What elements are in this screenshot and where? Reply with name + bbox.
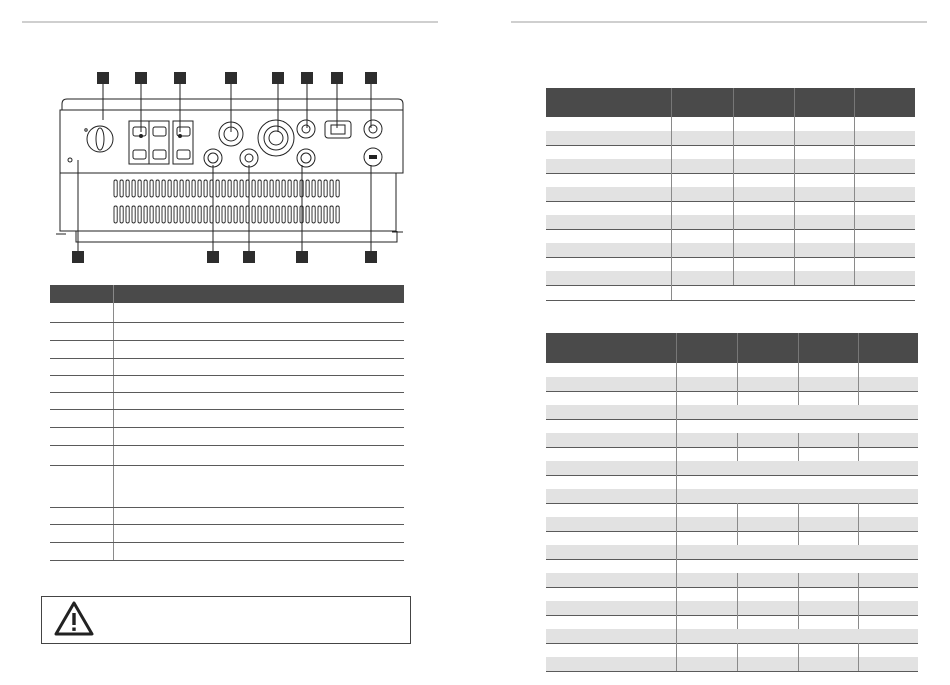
table-row: [546, 545, 918, 560]
cell-divider: [676, 531, 677, 545]
cell-divider: [733, 187, 734, 201]
table-row: [50, 375, 404, 393]
table-row: [50, 303, 404, 323]
cell-divider: [798, 517, 799, 531]
cell-divider: [737, 447, 738, 461]
cell-divider: [798, 377, 799, 391]
cell-divider: [671, 117, 672, 131]
cell-divider: [794, 173, 795, 187]
cell-divider: [737, 433, 738, 447]
cell-divider: [854, 187, 855, 201]
cell-divider: [794, 201, 795, 215]
cell-divider: [676, 405, 677, 419]
cell-divider: [858, 363, 859, 377]
cell-divider: [676, 643, 677, 657]
cell-divider: [671, 173, 672, 187]
cell-divider: [854, 243, 855, 257]
table-row: [546, 117, 915, 132]
table-row: [546, 433, 918, 448]
callout-marker: [174, 72, 186, 84]
cell-divider: [676, 391, 677, 405]
header-column-divider: [798, 333, 799, 363]
header-column-divider: [858, 333, 859, 363]
table-row: [546, 475, 918, 490]
table-row: [546, 145, 915, 160]
cell-divider: [671, 243, 672, 257]
cell-divider: [671, 229, 672, 243]
cell-divider: [733, 229, 734, 243]
cell-divider: [858, 573, 859, 587]
cell-divider: [794, 131, 795, 145]
table-row: [50, 524, 404, 543]
table-row: [546, 285, 915, 301]
table-row: [546, 419, 918, 434]
cell-divider: [671, 257, 672, 271]
callout-marker: [97, 72, 109, 84]
cell-divider: [733, 117, 734, 131]
cell-divider: [737, 643, 738, 657]
callout-marker: [243, 251, 255, 263]
cell-divider: [858, 615, 859, 629]
parts-table-header: [50, 285, 404, 303]
cell-divider: [671, 201, 672, 215]
table-row: [50, 427, 404, 446]
table-row: [546, 131, 915, 146]
cell-divider: [858, 503, 859, 517]
table-row: [546, 517, 918, 532]
cell-divider: [733, 173, 734, 187]
cell-divider: [671, 285, 672, 300]
cell-divider: [794, 243, 795, 257]
cell-divider: [798, 433, 799, 447]
table-row: [50, 358, 404, 376]
cell-divider: [794, 271, 795, 285]
cell-divider: [676, 657, 677, 671]
cell-divider: [854, 173, 855, 187]
spec-table-2-header: [546, 333, 918, 363]
cell-divider: [676, 489, 677, 503]
header-column-divider: [676, 333, 677, 363]
cell-divider: [676, 629, 677, 643]
cell-divider: [671, 145, 672, 159]
cell-divider: [737, 391, 738, 405]
cell-divider: [671, 187, 672, 201]
header-column-divider: [671, 88, 672, 117]
cell-divider: [737, 531, 738, 545]
cell-divider: [737, 615, 738, 629]
table-row: [546, 559, 918, 574]
table-row: [546, 601, 918, 616]
right-page-top-rule: [511, 21, 927, 23]
cell-divider: [733, 271, 734, 285]
cell-divider: [798, 503, 799, 517]
cell-divider: [794, 187, 795, 201]
cell-divider: [854, 201, 855, 215]
cell-divider: [676, 587, 677, 601]
header-column-divider: [854, 88, 855, 117]
cell-divider: [737, 377, 738, 391]
callout-marker: [365, 251, 377, 263]
callout-marker: [365, 72, 377, 84]
table-row: [546, 391, 918, 406]
table-row: [546, 405, 918, 420]
spec-table-1: [546, 88, 915, 300]
cell-divider: [854, 271, 855, 285]
cell-divider: [854, 229, 855, 243]
spec-table-2: [546, 333, 918, 673]
cell-divider: [858, 531, 859, 545]
table-row: [546, 173, 915, 188]
cell-divider: [737, 601, 738, 615]
cell-divider: [798, 363, 799, 377]
callout-marker: [135, 72, 147, 84]
cell-divider: [676, 559, 677, 573]
cell-divider: [737, 657, 738, 671]
table-row: [546, 489, 918, 504]
cell-divider: [858, 587, 859, 601]
left-page-top-rule: [22, 21, 438, 23]
cell-divider: [676, 475, 677, 489]
cell-divider: [737, 363, 738, 377]
table-row: [546, 657, 918, 672]
cell-divider: [854, 215, 855, 229]
cell-divider: [676, 517, 677, 531]
header-column-divider: [733, 88, 734, 117]
table-row: [546, 363, 918, 377]
cell-divider: [798, 391, 799, 405]
table-row: [50, 465, 404, 508]
table-row: [50, 507, 404, 525]
table-row: [546, 229, 915, 244]
cell-divider: [794, 229, 795, 243]
cell-divider: [733, 131, 734, 145]
table-row: [50, 392, 404, 410]
cell-divider: [798, 447, 799, 461]
table-row: [546, 215, 915, 230]
cell-divider: [671, 131, 672, 145]
cell-divider: [733, 145, 734, 159]
inverter-bottom-view-diagram: [55, 84, 415, 262]
callout-marker: [331, 72, 343, 84]
cell-divider: [737, 587, 738, 601]
callout-marker: [207, 251, 219, 263]
cell-divider: [798, 587, 799, 601]
table-row: [546, 377, 918, 392]
callout-marker: [272, 72, 284, 84]
cell-divider: [733, 201, 734, 215]
cell-divider: [798, 573, 799, 587]
cell-divider: [854, 159, 855, 173]
cell-divider: [794, 145, 795, 159]
cell-divider: [671, 215, 672, 229]
cell-divider: [858, 643, 859, 657]
cell-divider: [858, 377, 859, 391]
cell-divider: [798, 615, 799, 629]
table-row: [50, 340, 404, 359]
cell-divider: [676, 545, 677, 559]
table-row: [546, 243, 915, 258]
cell-divider: [737, 517, 738, 531]
table-row: [546, 587, 918, 602]
cell-divider: [854, 131, 855, 145]
table-row: [546, 447, 918, 462]
table-row: [546, 573, 918, 588]
cell-divider: [733, 243, 734, 257]
callout-marker: [225, 72, 237, 84]
callout-marker: [301, 72, 313, 84]
table-row: [546, 159, 915, 174]
table-row: [546, 615, 918, 630]
cell-divider: [798, 531, 799, 545]
warning-triangle-icon: [54, 601, 94, 637]
cell-divider: [676, 503, 677, 517]
header-column-divider: [794, 88, 795, 117]
cell-divider: [858, 517, 859, 531]
table-row: [546, 271, 915, 286]
cell-divider: [858, 447, 859, 461]
cell-divider: [676, 447, 677, 461]
cell-divider: [854, 117, 855, 131]
warning-notice: [41, 596, 411, 644]
table-row: [546, 257, 915, 272]
cell-divider: [676, 573, 677, 587]
table-row: [50, 542, 404, 561]
cell-divider: [733, 159, 734, 173]
callout-marker: [296, 251, 308, 263]
cell-divider: [671, 271, 672, 285]
cell-divider: [794, 117, 795, 131]
cell-divider: [676, 601, 677, 615]
table-row: [50, 322, 404, 341]
table-row: [546, 531, 918, 546]
cell-divider: [737, 503, 738, 517]
table-row: [546, 461, 918, 476]
cell-divider: [794, 257, 795, 271]
cell-divider: [858, 433, 859, 447]
table-row: [50, 445, 404, 466]
cell-divider: [676, 377, 677, 391]
callout-marker: [72, 251, 84, 263]
table-row: [546, 187, 915, 202]
table-row: [546, 503, 918, 517]
parts-table: [50, 285, 404, 561]
cell-divider: [798, 601, 799, 615]
cell-divider: [798, 643, 799, 657]
cell-divider: [676, 433, 677, 447]
cell-divider: [798, 657, 799, 671]
cell-divider: [676, 615, 677, 629]
cell-divider: [676, 363, 677, 377]
table-row: [50, 409, 404, 428]
table-row: [546, 643, 918, 658]
table-row: [546, 201, 915, 216]
spec-table-1-header: [546, 88, 915, 117]
cell-divider: [858, 601, 859, 615]
cell-divider: [794, 215, 795, 229]
cell-divider: [737, 573, 738, 587]
cell-divider: [854, 145, 855, 159]
cell-divider: [676, 461, 677, 475]
cell-divider: [794, 159, 795, 173]
cell-divider: [854, 257, 855, 271]
cell-divider: [671, 159, 672, 173]
cell-divider: [858, 391, 859, 405]
cell-divider: [858, 657, 859, 671]
header-column-divider: [737, 333, 738, 363]
cell-divider: [733, 215, 734, 229]
cell-divider: [733, 257, 734, 271]
table-row: [546, 629, 918, 644]
cell-divider: [676, 419, 677, 433]
